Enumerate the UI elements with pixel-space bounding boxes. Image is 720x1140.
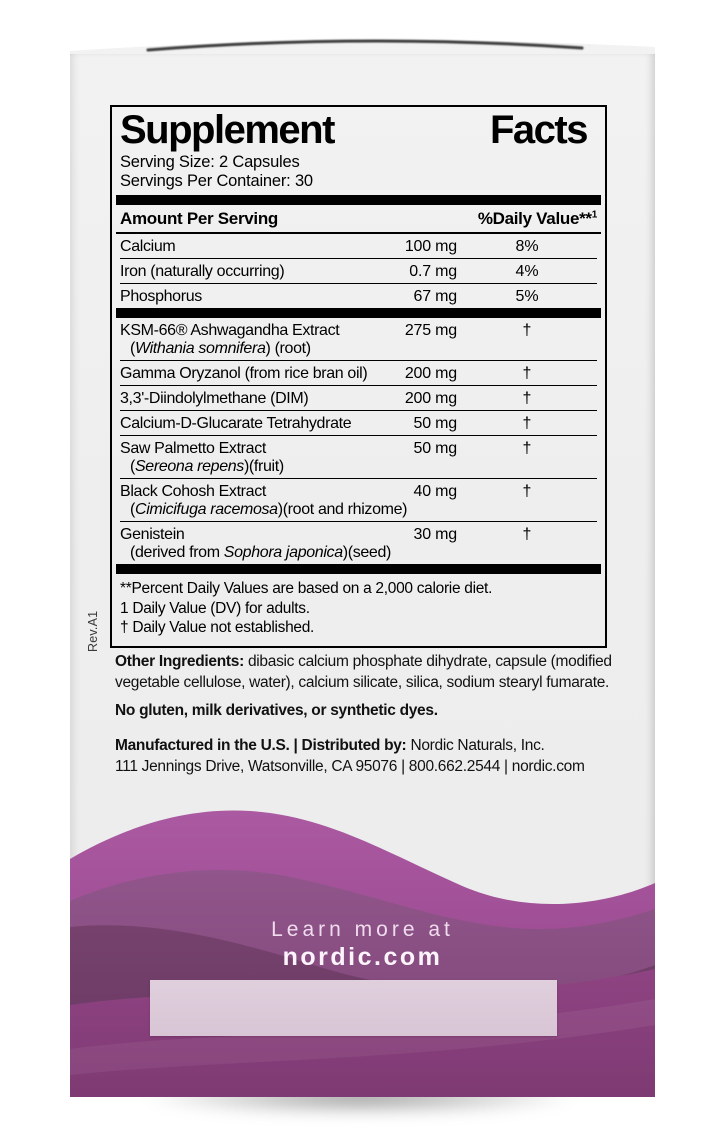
nutrient-name: Gamma Oryzanol (from rice bran oil) — [120, 365, 368, 383]
nutrient-daily-value: † — [522, 415, 532, 433]
nutrient-row — [120, 435, 597, 478]
servings-per-container: Servings Per Container: 30 — [120, 171, 313, 190]
footnote-line: 1 Daily Value (DV) for adults. — [120, 599, 310, 617]
label-info-block — [115, 651, 615, 777]
footnotes — [120, 574, 597, 640]
other-ingredients-label: Other Ingredients: — [115, 653, 244, 670]
serving-size: Serving Size: 2 Capsules — [120, 152, 300, 171]
nutrient-row — [120, 478, 597, 521]
nutrient-amount: 50 mg — [413, 440, 457, 458]
nutrient-daily-value: 5% — [515, 288, 539, 306]
nutrient-row — [120, 410, 597, 435]
footnote-line: † Daily Value not established. — [120, 619, 315, 637]
nutrient-amount: 275 mg — [404, 322, 457, 340]
manufacturer-name: Nordic Naturals, Inc. — [410, 737, 545, 754]
divider-bar — [116, 195, 601, 205]
minerals-rows — [120, 234, 597, 308]
website-text: nordic.com — [282, 943, 443, 971]
nutrient-name: Iron (naturally occurring) — [120, 263, 285, 281]
supplement-facts-panel — [110, 105, 607, 648]
nutrient-amount: 50 mg — [413, 415, 457, 433]
nutrient-botanical-source: (derived from Sophora japonica)(seed) — [130, 544, 391, 562]
learn-more-text: Learn more at — [271, 918, 454, 941]
nutrient-botanical-source: (Withania somnifera) (root) — [130, 340, 311, 358]
nutrient-row — [120, 283, 597, 308]
nutrient-row — [120, 318, 597, 360]
nutrient-name: Black Cohosh Extract — [120, 483, 266, 501]
nutrient-name: Genistein — [120, 526, 185, 544]
nutrient-daily-value: 8% — [515, 238, 539, 256]
daily-value-header: %Daily Value**$^1$ — [477, 208, 597, 228]
nutrient-daily-value: † — [522, 483, 532, 501]
nutrient-daily-value: † — [522, 440, 532, 458]
nutrient-botanical-source: (Sereona repens)(fruit) — [130, 458, 284, 476]
nutrient-daily-value: † — [522, 526, 532, 544]
other-ingredients — [115, 651, 615, 693]
product-box-back-panel — [70, 54, 655, 1097]
nutrient-amount: 67 mg — [413, 288, 457, 306]
revision-code: Rev.A1 — [86, 610, 100, 652]
nutrient-amount: 40 mg — [413, 483, 457, 501]
nutrient-name: KSM-66® Ashwagandha Extract — [120, 322, 340, 340]
panel-title-word-1: Supplement — [120, 108, 334, 152]
nutrient-botanical-source: (Cimicifuga racemosa)(root and rhizome) — [130, 501, 408, 519]
divider-bar — [116, 564, 601, 574]
nutrient-row — [120, 258, 597, 283]
nutrient-row — [120, 521, 597, 564]
box-top-edge — [70, 24, 655, 54]
blank-label-sticker — [150, 980, 557, 1036]
nutrient-daily-value: † — [522, 365, 532, 383]
nutrient-daily-value: † — [522, 390, 532, 408]
nutrient-amount: 0.7 mg — [409, 263, 457, 281]
footnote-line: **Percent Daily Values are based on a 2,000 calorie diet. — [120, 580, 493, 598]
allergen-statement: No gluten, milk derivatives, or synthetic dyes. — [115, 702, 438, 719]
nutrient-name: Saw Palmetto Extract — [120, 440, 266, 458]
nutrient-row — [120, 234, 597, 258]
column-headers — [120, 205, 597, 232]
nutrient-name: Calcium-D-Glucarate Tetrahydrate — [120, 415, 352, 433]
panel-title-word-2: Facts — [490, 108, 587, 152]
nutrient-daily-value: † — [522, 322, 532, 340]
nutrient-amount: 30 mg — [413, 526, 457, 544]
nutrient-name: 3,3'-Diindolylmethane (DIM) — [120, 390, 309, 408]
other-ingredients-text: dibasic calcium phosphate dihydrate, capsule (modified vegetable cellulose, water), calcium silicate, silica, sodium stearyl fumarate. — [115, 653, 612, 691]
manufacturer-address: 111 Jennings Drive, Watsonville, CA 95076 | 800.662.2544 | nordic.com — [115, 758, 585, 775]
nutrient-name: Calcium — [120, 238, 176, 256]
daily-value-footnote-marker: 1 — [591, 208, 597, 220]
manufacturer-info — [115, 735, 615, 777]
nutrient-amount: 200 mg — [404, 365, 457, 383]
amount-per-serving-header: Amount Per Serving — [120, 208, 279, 228]
nutrient-row — [120, 385, 597, 410]
nutrient-daily-value: 4% — [515, 263, 539, 281]
nutrient-amount: 100 mg — [404, 238, 457, 256]
nutrient-name: Phosphorus — [120, 288, 202, 306]
divider-bar — [116, 308, 601, 318]
nutrient-amount: 200 mg — [404, 390, 457, 408]
manufactured-distributed-label: Manufactured in the U.S. | Distributed by: — [115, 737, 407, 754]
botanicals-rows — [120, 318, 597, 564]
nutrient-row — [120, 360, 597, 385]
panel-title — [120, 110, 597, 153]
